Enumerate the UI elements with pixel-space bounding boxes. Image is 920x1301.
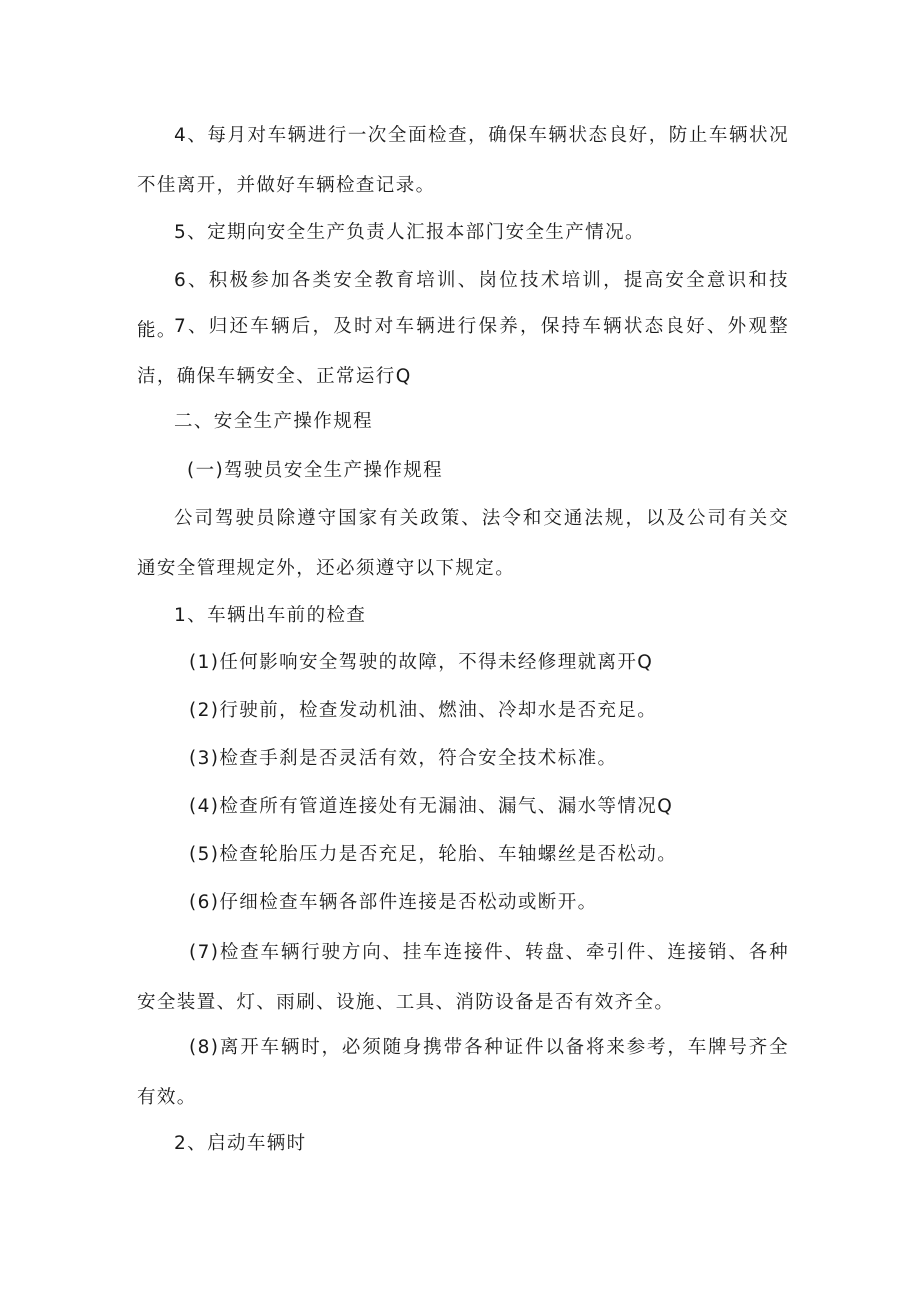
paragraph-item-7: 7、归还车辆后，及时对车辆进行保养，保持车辆状态良好、外观整洁，确保车辆安全、正常运行Q (137, 316, 789, 387)
paragraph-item-6: 6、积极参加各类安全教育培训、岗位技术培训，提高安全意识和技能。 (137, 270, 789, 341)
heading-pre-departure-check: 1、车辆出车前的检查 (174, 605, 367, 626)
check-item-3: (3)检查手刹是否灵活有效，符合安全技术标准。 (189, 748, 618, 769)
check-item-6: (6)仔细检查车辆各部件连接是否松动或断开。 (189, 892, 598, 913)
check-item-8: (8)离开车辆时，必须随身携带各种证件以备将来参考，车牌号齐全有效。 (137, 1037, 789, 1108)
paragraph-item-5: 5、定期向安全生产负责人汇报本部门安全生产情况。 (174, 222, 645, 243)
section-heading-2: 二、安全生产操作规程 (174, 411, 374, 432)
check-item-1: (1)任何影响安全驾驶的故障，不得未经修理就离开Q (189, 652, 654, 673)
check-item-5: (5)检查轮胎压力是否充足，轮胎、车轴螺丝是否松动。 (189, 844, 678, 865)
check-item-7: (7)检查车辆行驶方向、挂车连接件、转盘、牵引件、连接销、各种安全装置、灯、雨刷、设施、工具、消防设备是否有效齐全。 (137, 942, 789, 1013)
heading-starting-vehicle: 2、启动车辆时 (174, 1133, 307, 1154)
check-item-4: (4)检查所有管道连接处有无漏油、漏气、漏水等情况Q (189, 796, 674, 817)
paragraph-intro: 公司驾驶员除遵守国家有关政策、法令和交通法规，以及公司有关交通安全管理规定外，还必须遵守以下规定。 (137, 508, 789, 579)
subsection-heading-1: (一)驾驶员安全生产操作规程 (187, 460, 444, 481)
check-item-2: (2)行驶前，检查发动机油、燃油、冷却水是否充足。 (189, 700, 658, 721)
paragraph-item-4: 4、每月对车辆进行一次全面检查，确保车辆状态良好，防止车辆状况不佳离开，并做好车辆检查记录。 (137, 125, 789, 196)
